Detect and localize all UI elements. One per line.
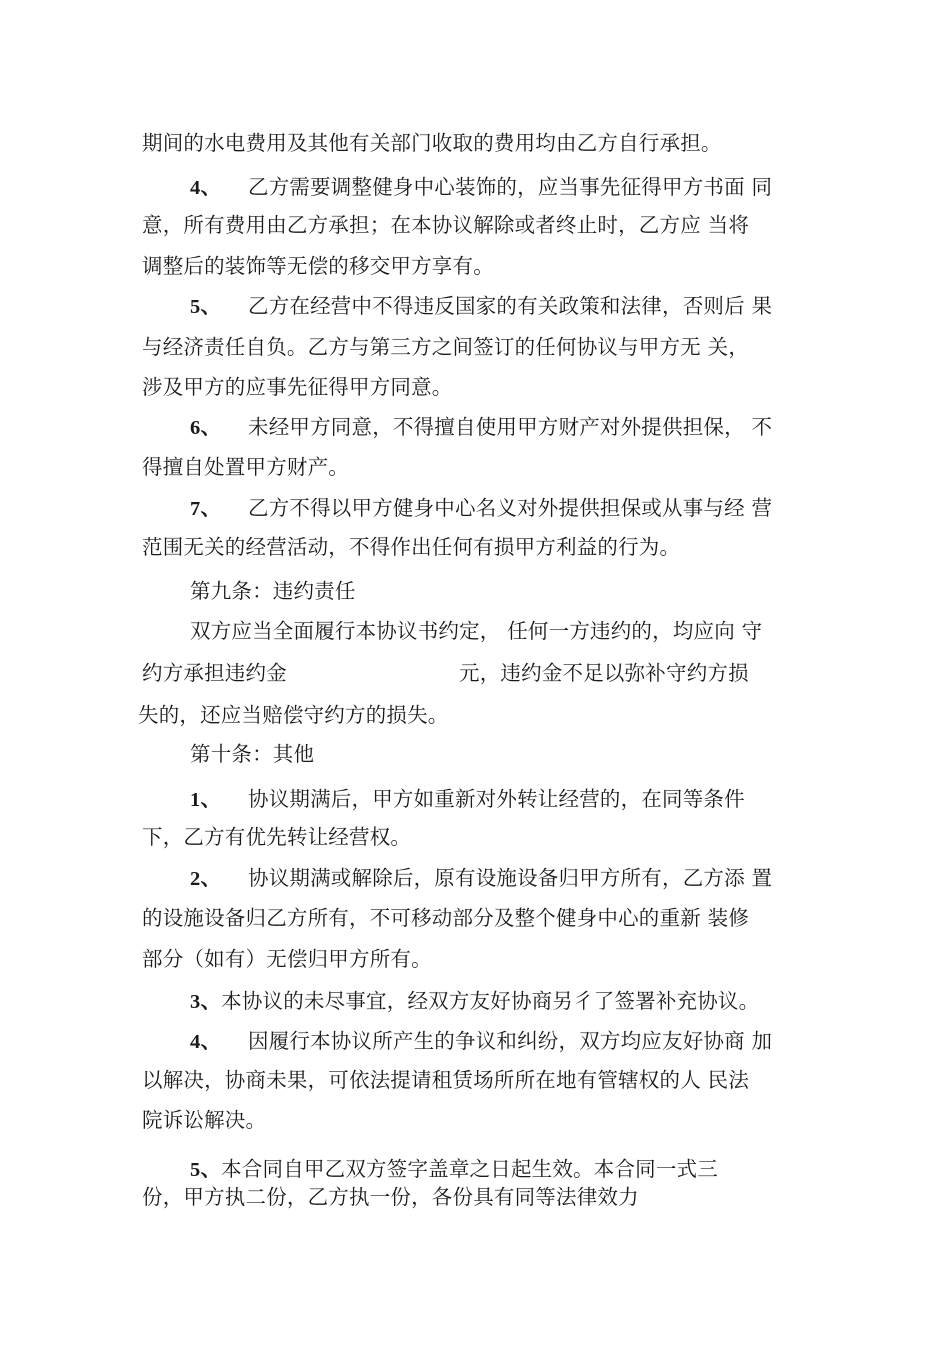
clause-number: 4、 [190, 1031, 222, 1053]
section-10-item-4-line-1: 4、 因履行本协议所产生的争议和纠纷，双方均应友好协商 加 [190, 1027, 772, 1056]
section-9-heading: 第九条：违约责任 [190, 579, 356, 603]
clause-number: 5、 [190, 1159, 222, 1181]
section-10-item-4-line-3: 院诉讼解决。 [142, 1108, 267, 1132]
section-10-item-3: 3、本协议的未尽事宜，经双方友好协商另彳了签署补充协议。 [190, 989, 760, 1013]
section-9-line-2a: 约方承担违约金 [142, 661, 287, 685]
section-10-item-1-line-1: 1、 协议期满后，甲方如重新对外转让经营的，在同等条件 [190, 785, 745, 814]
clause-4-line-2: 意，所有费用由乙方承担；在本协议解除或者终止时，乙方应 当将 [142, 213, 750, 237]
section-10-item-1-line-2: 下，乙方有优先转让经营权。 [142, 825, 412, 849]
clause-number: 2、 [190, 868, 222, 890]
clause-4-line-1: 4、 乙方需要调整健身中心装饰的，应当事先征得甲方书面 同 [190, 173, 772, 202]
clause-7-line-2: 范围无关的经营活动，不得作出任何有损甲方利益的行为。 [142, 535, 681, 559]
clause-4-line-3: 调整后的装饰等无偿的移交甲方享有。 [142, 254, 494, 278]
section-10-item-2-line-2: 的设施设备归乙方所有，不可移动部分及整个健身中心的重新 装修 [142, 906, 750, 930]
text-line-1: 期间的水电费用及其他有关部门收取的费用均由乙方自行承担。 [142, 131, 722, 155]
section-9-line-3: 失的，还应当赔偿守约方的损失。 [138, 703, 449, 727]
section-10-item-4-line-2: 以解决，协商未果，可依法提请租赁场所所在地有管辖权的人 民法 [142, 1068, 750, 1092]
clause-6-line-1: 6、 未经甲方同意，不得擅自使用甲方财产对外提供担保， 不 [190, 413, 772, 442]
clause-number: 1、 [190, 789, 222, 811]
section-10-item-2-line-1: 2、 协议期满或解除后，原有设施设备归甲方所有，乙方添 置 [190, 864, 772, 893]
clause-7-line-1: 7、 乙方不得以甲方健身中心名义对外提供担保或从事与经 营 [190, 494, 772, 523]
section-10-item-2-line-3: 部分（如有）无偿归甲方所有。 [142, 947, 432, 971]
section-10-item-5-line-1: 5、本合同自甲乙双方签字盖章之日起生效。本合同一式三 [190, 1157, 718, 1181]
clause-5-line-2: 与经济责任自负。乙方与第三方之间签订的任何协议与甲方无 关， [142, 335, 750, 359]
section-9-line-2b: 元，违约金不足以弥补守约方损 [459, 661, 749, 685]
clause-number: 7、 [190, 498, 222, 520]
clause-5-line-1: 5、 乙方在经营中不得违反国家的有关政策和法律，否则后 果 [190, 292, 772, 321]
clause-number: 4、 [190, 177, 222, 199]
clause-6-line-2: 得擅自处置甲方财产。 [142, 455, 349, 479]
clause-number: 5、 [190, 296, 222, 318]
section-10-item-5-line-2: 份，甲方执二份，乙方执一份，各份具有同等法律效力 [142, 1185, 639, 1209]
clause-number: 6、 [190, 417, 222, 439]
clause-5-line-3: 涉及甲方的应事先征得甲方同意。 [142, 375, 453, 399]
clause-number: 3、 [190, 991, 222, 1013]
section-10-heading: 第十条：其他 [190, 742, 315, 766]
section-9-line-1: 双方应当全面履行本协议书约定， 任何一方违约的，均应向 守 [190, 619, 763, 643]
